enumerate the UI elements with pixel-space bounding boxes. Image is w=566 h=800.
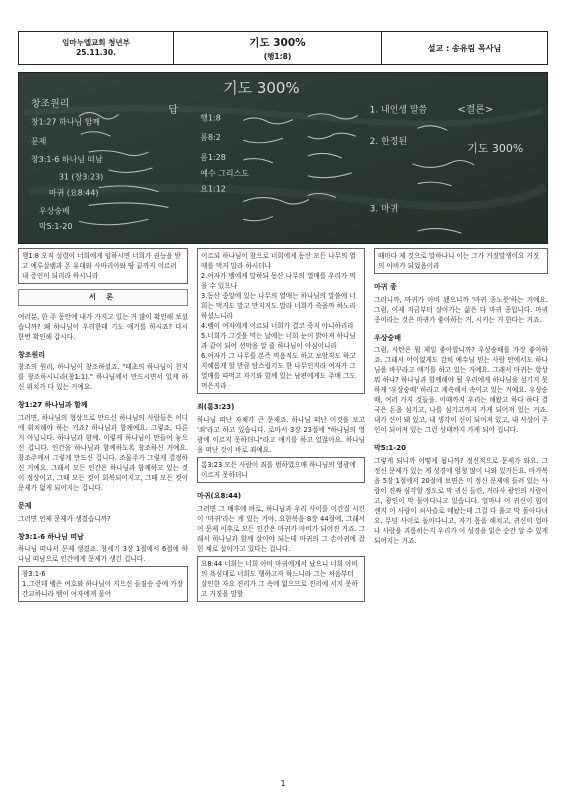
verse-box [374,248,548,274]
verse-line: 3.동산 중앙에 있는 나무의 열매는 하나님의 말씀에 너희는 먹지도 말고 만지지도 말라 너희가 죽을까 하노라 하셨느니라 [201,292,356,321]
verse-box [18,566,188,602]
section-title: 죄(롬3:23) [197,403,235,412]
board-left-5: 31 (창3:23) [58,172,104,182]
board-right-4: <결론> [457,104,494,116]
verse-box [197,556,365,602]
board-mid-6: 예수 그리스도 [200,168,249,178]
verse-text: 1.그런데 뱀은 여호와 하나님이 지으신 들짐승 중에 가장 간교하니라 뱀이 여자에게 물어 [22,580,184,599]
section-paragraph: 그러면, 하나님의 형상으로 만드신 하나님의 사람들은 어디에 위치해야 하는 거죠? 하나님과 함께예요. 그렇죠, 다른 거 아닙니다. 하나님과 함께. 이렇게 하나님이 만들어 놓으신 겁니다. 인간을 하나님과 함께하도록 창조하신 거예요. 창조주께서 그렇게 만드신 겁니다. 조물주가 그렇게 결정하신 거예요. 그래서 모든 인간은 하나님과 함께하고 있는 것이 정상이고, 그때 모든 것이 회복되어지고, 그때 모든 것이 문제가 없게 되어지는 겁니다. [18,414,188,493]
chalkboard-photo [18,72,548,244]
board-left-8: 막5:1-20 [38,222,73,232]
board-left-1: 창조원리 [30,98,70,110]
section-title: 우상숭배 [374,333,402,342]
section-title: 마귀 종 [374,283,397,292]
board-left-3: 문제 [30,137,47,147]
verse-text: 행1:8 오직 성령이 너희에게 임하시면 너희가 권능을 받고 예루살렘과 온 유대와 사마리아와 땅 끝까지 이르러 내 증인이 되리라 하시니라 [22,252,182,281]
section-paragraph: 그렇게 되니까 어떻게 됩니까? 정신적으로 문제가 와요. 그 정신 문제가 있는 게 성경에 엄청 많이 나와 있거든요. 마가복음 5장 1절에서 20절에 보면은 이 정신 문제에 들려 있는 사람이 진짜 심각할 정도로 막 귀신 들린, 거라사 광인의 사람이고, 광인이 막 돌아다니고 있습니다. 얼마나 이 귀신이 힘이 센지 이 사람이 쇠사슬로 매놨는데 그걸 다 풀고 막 돌아다녀요. 무덤 사이로 돌아다니고, 자기 몸을 해치고, 귀신이 얼마나 사람을 괴롭히는지 우리가 이 성경을 읽은 순간 알 수 있게 되어지는 거죠. [374,457,548,546]
section-title: 창1:27 하나님과 함께 [18,401,88,410]
section-title: 문제 [18,502,32,511]
section-paragraph: 하나님 떠나서 문제 생겼죠. 창세기 3장 1절에서 6절에 하나님 떠남으로 인간에게 문제가 생긴 겁니다. [18,545,188,564]
sermon-heading [174,32,382,64]
board-right-3: 3. 마귀 [369,204,399,215]
section-paragraph: 그러니까, 마귀가 아비 됐으니까 '마귀 종노릇'하는 거예요. 그럼, 이제 지금부터 살아가는 삶은 다 마귀 종입니다. 마귀 종이라는 것은 마귀가 좋아하는 거, 시키는 거 한다는 거죠. [374,295,548,324]
board-mid-1: 답 [168,104,179,116]
board-top-title: 기도 300% [223,78,300,97]
section-paragraph: 하나님 떠난 자체가 큰 문제죠. 하나님 떠난 이것을 보고 '죄'라고 하고 있습니다. 로마서 3장 23절에 "하나님의 영광에 이르지 못하더니"라고 얘기를 하고 있잖아요. 하나님을 떠난 것이 바로 죄예요. [197,415,365,454]
section-title: 막5:1-20 [374,444,406,453]
sermon-title: 기도 300% [249,36,306,49]
section-heading-intro: 서 론 [18,289,188,306]
section-paragraph: 그러면 언제 문제가 생겼습니까? [18,514,111,523]
verse-text: 때마다 제 것으로 말하나니 이는 그가 거짓말쟁이요 거짓의 아비가 되었음이라 [378,252,540,271]
column-3 [374,248,548,776]
section-paragraph: 창조의 원리, 하나님이 창조하셨죠. "태초의 하나님이 천지를 창조하시니라(창1:1)." 하나님께서 만드시면서 있게 하신 위치가 다 있는 거예요. [18,363,188,392]
board-right-2: 2. 한정된 [369,137,408,148]
sermon-scripture: (행1:8) [263,51,292,61]
intro-paragraph: 여러분, 한 주 동안에 내가 가지고 있는 거 많이 확인해 보셨습니까? 왜 하나님이 우리한테 기도 얘기를 하시죠? 다시 한번 확인해 갑시다. [18,312,188,341]
verse-box [197,248,365,394]
section-title: 창3:1-6 하나님 떠남 [18,532,84,541]
preacher-name: 설교 : 송유림 목사님 [427,43,502,53]
board-right-5: 기도 300% [467,142,524,156]
verse-line: 2.여자가 뱀에게 말하되 동산 나무의 열매를 우리가 먹을 수 있으나 [201,272,356,291]
board-mid-4: 롬1:28 [200,153,226,162]
board-mid-2: 행1:8 [200,113,221,123]
sermon-body [18,248,548,776]
verse-line: 5.너희가 그것을 먹는 날에는 너희 눈이 밝아져 하나님과 같이 되어 선악을 알 줄 하나님이 아심이니라 [201,332,356,351]
verse-text: 롬3:23 모든 사람이 죄를 범하였으매 하나님의 영광에 이르지 못하더니 [201,460,356,479]
verse-box [18,248,188,284]
verse-line: 이르되 하나님이 참으로 너희에게 동산 모든 나무의 열매를 먹지 말라 하시더냐 [201,252,356,271]
section-title: 마귀(요8:44) [197,491,242,500]
section-paragraph: 그럼, 사탄은 뭘 제일 좋아합니까? 우상숭배를 가장 좋아하죠. 그래서 어이없게도 감히 예수님 믿는 사람 안에서도 하나님을 바꾸라고 얘기를 하고 있는 거예요. 그래서 마귀는 항상 뭐 하냐? 하나님과 함께해야 될 우리에게 하나님을 섬기지 못하게 '우상숭배' 하라고 계속해서 속이고 있는 거예요. 우상숭배, 여러 가지 것들을. 이때까지 우리는 해왔고 하다 하다 결국은 돈을 섬기고, 나를 섬기고까지 가게 되어져 있는 거죠. 내가 신이 돼 있고, 내 생각이 신이 되어져 있고, 내 사상이 주인이 되어져 있는 그런 상태까지 가게 되어 집니다. [374,346,548,435]
church-info [19,32,174,64]
board-left-7: 우상숭배 [38,206,70,216]
sermon-date: 25.11.30. [76,48,116,57]
verse-line: 6.여자가 그 나무를 본즉 먹음직도 하고 보암직도 하고 지혜롭게 할 만큼 탐스럽기도 한 나무인지라 여자가 그 열매를 따먹고 자기와 함께 있는 남편에게도 주매 그도 먹은지라 [201,352,356,391]
board-left-4: 창3:1-6 하나님 떠남 [30,154,103,164]
verse-line: 4.뱀이 여자에게 이르되 너희가 결코 죽지 아니하리라 [201,322,354,331]
verse-box [197,457,365,483]
board-right-1: 1. 내인생 말씀 [369,105,428,116]
page-number: 1 [280,779,286,788]
board-left-6: 마귀 (요8:44) [48,188,99,198]
section-title: 창조원리 [18,350,46,359]
church-name: 임마누엘교회 청년부 [62,37,130,47]
header-bar [18,31,548,65]
section-paragraph: 그러면 그 배후에 바로, 하나님과 우리 사이를 이간질 시킨 이 '마귀'라는 게 있는 거야. 요한복음 8장 44절에, 그래서 이 문제 이후로 모든 인간은 마귀가 아비가 되어진 거죠. 그래서 하나님과 함께 살아야 되는데 마귀의 그 손아귀에 잡힌 채로 살아가고 있다는 겁니다. [197,504,365,553]
column-1 [18,248,188,776]
verse-ref: 창3:1-6 [22,570,46,579]
chalkboard-drawing [19,73,547,243]
board-mid-3: 롬8:2 [200,133,221,143]
column-2 [197,248,365,776]
board-mid-5: 요1:12 [200,184,226,194]
verse-text: 요8:44 너희는 너희 아비 마귀에게서 났으니 너희 아비의 욕심대로 너희도 행하고자 하느니라 그는 처음부터 살인한 자요 진리가 그 속에 없으므로 진리에 서지 못하고 거짓을 말할 [201,559,358,598]
board-left-2: 창1:27 하나님 함께 [30,117,100,127]
